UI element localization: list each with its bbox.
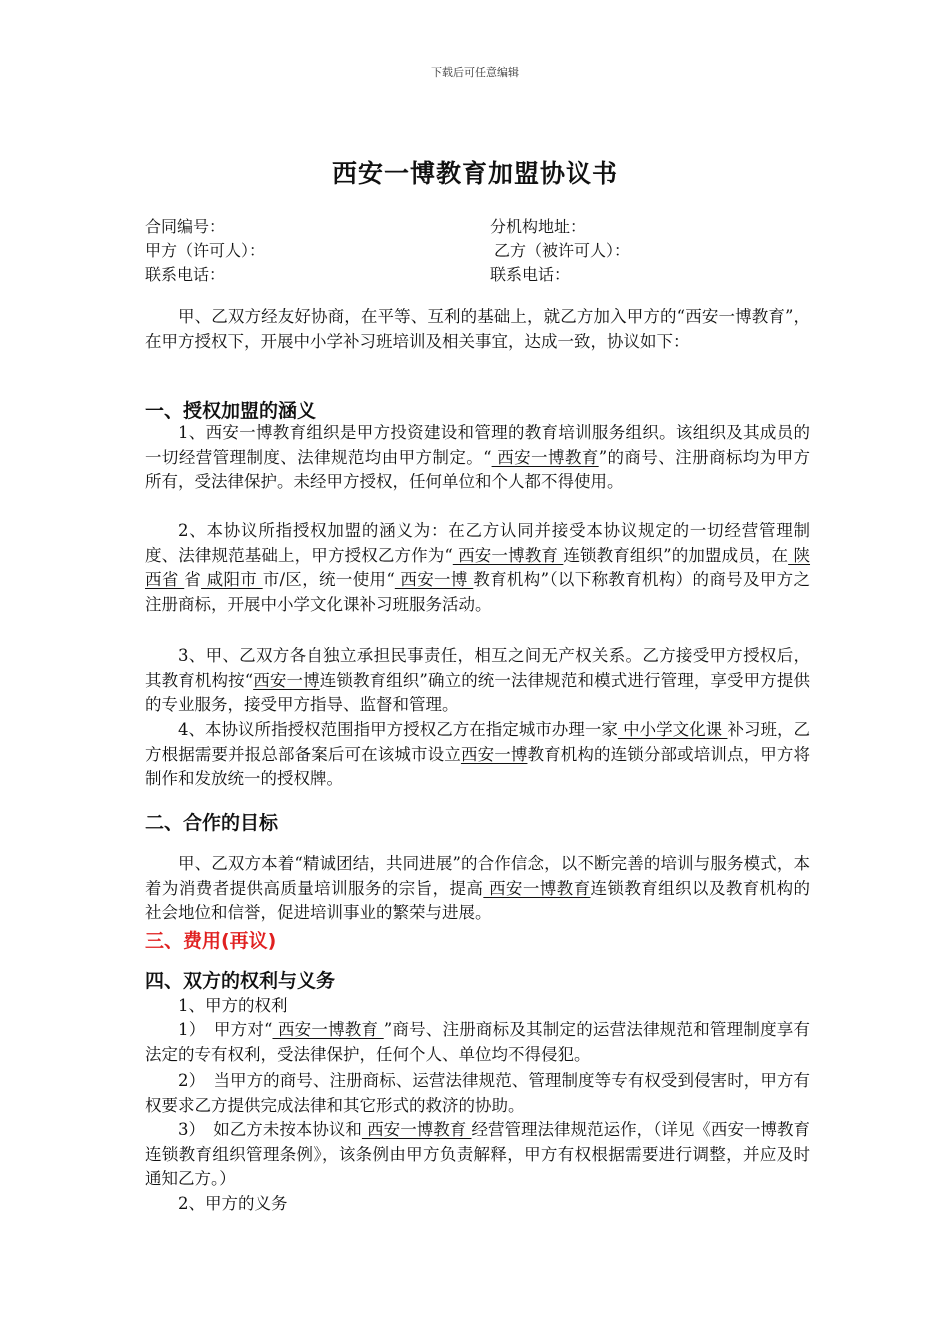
phone-b-label: 联系电话： (490, 265, 571, 284)
section-2-heading: 二、合作的目标 (145, 812, 279, 834)
brand-name-underlined: 西安一博教育 (483, 878, 591, 898)
party-a-obligations-subheading: 2、甲方的义务 (178, 1194, 288, 1213)
phone-a-label: 联系电话： (145, 265, 226, 284)
party-b-label: 乙方（被许可人）： (494, 241, 631, 260)
course-type-underlined: 中小学文化课 (617, 720, 728, 739)
city-underlined: 咸阳市 (201, 570, 263, 589)
section-2-paragraph-1: 甲、乙双方本着“精诚团结，共同进展”的合作信念，以不断完善的培训与服务模式，本着为消费者提供高质量培训服务的宗旨，提高 西安一博教育连锁教育组织以及教育机构的社会地位和信誉，促进培训事业的繁荣与进展。 (145, 854, 811, 922)
right-2-paragraph: 2） 当甲方的商号、注册商标、运营法律规范、管理制度等专有权受到侵害时，甲方有权要求乙方提供完成法律和其它形式的救济的协助。 (145, 1071, 810, 1115)
right-1-paragraph: 1） 甲方对“ 西安一博教育 ”商号、注册商标及其制定的运营法律规范和管理制度享有法定的专有权利，受法律保护，任何个人、单位均不得侵犯。 (145, 1020, 811, 1064)
intro-paragraph: 甲、乙双方经友好协商，在平等、互利的基础上，就乙方加入甲方的“西安一博教育”，在甲方授权下，开展中小学补习班培训及相关事宜，达成一致，协议如下： (145, 307, 810, 351)
brand-short-underlined: 西安一博 (460, 744, 528, 764)
section-1-heading: 一、授权加盟的涵义 (145, 400, 317, 422)
document-title: 西安一博教育加盟协议书 (331, 159, 618, 188)
right-3-paragraph: 3） 如乙方未按本协议和 西安一博教育 经营管理法律规范运作，（详见《西安一博教育连锁教育组织管理条例》，该条例由甲方负责解释，甲方有权根据需要进行调整，并应及时通知乙方。） (145, 1120, 811, 1188)
province-underlined: 陕西省 (145, 545, 811, 589)
section-1-paragraph-2: 2、本协议所指授权加盟的涵义为：在乙方认同并接受本协议规定的一切经营管理制度、法律规范基础上，甲方授权乙方作为“ 西安一博教育 连锁教育组织”的加盟成员，在 陕西省 省 咸阳市 市/区，统一使用“ 西安一博 教育机构”（以下称教育机构）的商号及甲方之注册商标，开展中小学文化课补习班服务活动。 (145, 521, 811, 614)
page-header-note: 下载后可任意编辑 (431, 66, 519, 79)
section-3-heading: 三、费用(再议) (145, 930, 277, 952)
brand-name-underlined: 西安一博教育 (452, 545, 564, 565)
party-a-label: 甲方（许可人）： (145, 241, 266, 260)
branch-address-label: 分机构地址： (490, 217, 587, 236)
section-4-heading: 四、双方的权利与义务 (145, 970, 336, 992)
contract-number-label: 合同编号： (145, 217, 226, 236)
party-a-rights-subheading: 1、甲方的权利 (178, 996, 288, 1015)
brand-short-underlined: 西安一博 (394, 570, 474, 589)
brand-name-underlined: 西安一博教育 (361, 1120, 472, 1139)
section-1-paragraph-3: 3、甲、乙双方各自独立承担民事责任，相互之间无产权关系。乙方接受甲方授权后，其教育机构按“西安一博连锁教育组织”确立的统一法律规范和模式进行管理，享受甲方提供的专业服务，接受甲方指导、监督和管理。 (145, 646, 811, 714)
section-1-paragraph-4: 4、本协议所指授权范围指甲方授权乙方在指定城市办理一家 中小学文化课 补习班，乙方根据需要并报总部备案后可在该城市设立西安一博教育机构的连锁分部或培训点，甲方将制作和发放统一的授权牌。 (145, 720, 811, 788)
section-1-paragraph-1: 1、西安一博教育组织是甲方投资建设和管理的教育培训服务组织。该组织及其成员的一切经营管理制度、法律规范均由甲方制定。“ 西安一博教育”的商号、注册商标均为甲方所有，受法律保护。未经甲方授权，任何单位和个人都不得使用。 (145, 423, 811, 491)
brand-name-underlined: 西安一博教育 (491, 447, 599, 467)
brand-short-underlined: 西安一博 (253, 670, 320, 690)
brand-name-underlined: 西安一博教育 (272, 1020, 384, 1039)
